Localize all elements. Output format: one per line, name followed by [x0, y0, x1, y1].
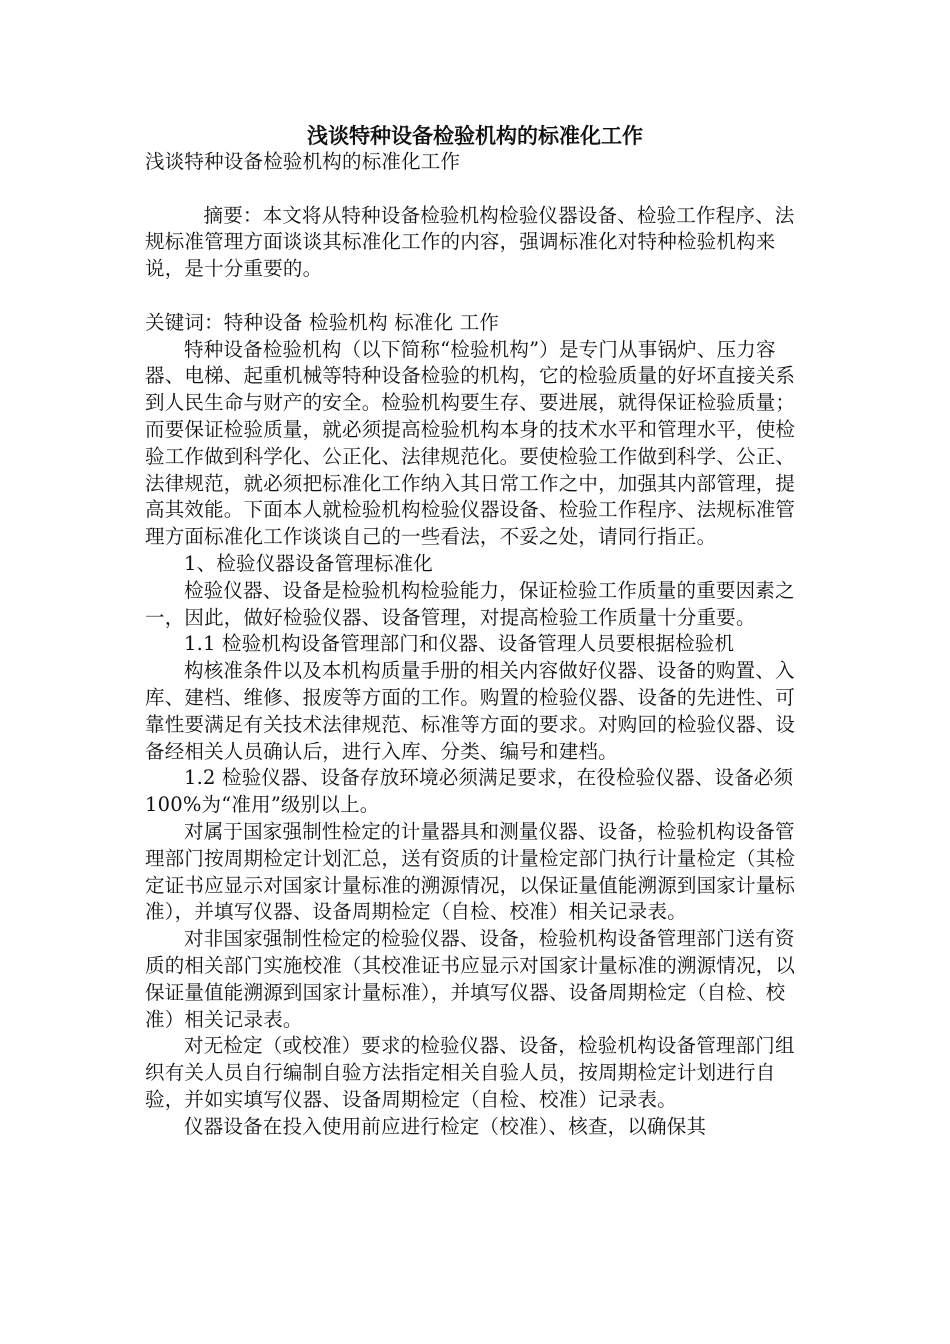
body-paragraph: 构核准条件以及本机构质量手册的相关内容做好仪器、设备的购置、入库、建档、维修、报废等方面的工作。购置的检验仪器、设备的先进性、可靠性要满足有关技术法律规范、标准等方面的要求。对购回的检验仪器、设备经相关人员确认后，进行入库、分类、编号和建档。	[145, 659, 796, 763]
section-heading: 1、检验仪器设备管理标准化	[184, 551, 434, 575]
document-subtitle: 浅谈特种设备检验机构的标准化工作	[145, 150, 461, 173]
body-paragraph: 对无检定（或校准）要求的检验仪器、设备，检验机构设备管理部门组织有关人员自行编制自验方法指定相关自验人员，按周期检定计划进行自验，并如实填写仪器、设备周期检定（自检、校准）记录表。	[145, 1034, 795, 1111]
document-body	[145, 149, 810, 1140]
body-paragraph: 检验仪器、设备是检验机构检验能力，保证检验工作质量的重要因素之一，因此，做好检验仪器、设备管理，对提高检验工作质量十分重要。	[145, 578, 795, 629]
blank-line	[145, 176, 810, 203]
subsection-heading: 1.2 检验仪器、设备存放环境必须满足要求，在役检验仪器、设备必须100%为“准用”级别以上。	[145, 766, 794, 817]
abstract-paragraph: 摘要：本文将从特种设备检验机构检验仪器设备、检验工作程序、法规标准管理方面谈谈其标准化工作的内容，强调标准化对特种检验机构来说，是十分重要的。	[145, 203, 795, 281]
document-title: 浅谈特种设备检验机构的标准化工作	[307, 123, 643, 148]
body-paragraph: 对属于国家强制性检定的计量器具和测量仪器、设备，检验机构设备管理部门按周期检定计划汇总，送有资质的计量检定部门执行计量检定（其检定证书应显示对国家计量标准的溯源情况，以保证量值能溯源到国家计量标准），并填写仪器、设备周期检定（自检、校准）相关记录表。	[145, 819, 796, 924]
body-paragraph: 特种设备检验机构（以下简称“检验机构”）是专门从事锅炉、压力容器、电梯、起重机械等特种设备检验的机构，它的检验质量的好坏直接关系到人民生命与财产的安全。检验机构要生存、要进展，就得保证检验质量；而要保证检验质量，就必须提高检验机构本身的技术水平和管理水平，使检验工作做到科学化、公正化、法律规范化。要使检验工作做到科学、公正、法律规范，就必须把标准化工作纳入其日常工作之中，加强其内部管理，提高其效能。下面本人就检验机构检验仪器设备、检验工作程序、法规标准管理方面标准化工作谈谈自己的一些看法，不妥之处，请同行指正。	[145, 337, 796, 549]
body-paragraph: 对非国家强制性检定的检验仪器、设备，检验机构设备管理部门送有资质的相关部门实施校准（其校准证书应显示对国家计量标准的溯源情况，以保证量值能溯源到国家计量标准），并填写仪器、设备周期检定（自检、校准）相关记录表。	[145, 927, 796, 1031]
blank-line	[145, 283, 810, 310]
keywords-line: 关键词：特种设备 检验机构 标准化 工作	[145, 310, 500, 334]
body-paragraph: 仪器设备在投入使用前应进行检定（校准）、核查，以确保其	[184, 1114, 707, 1138]
subsection-heading: 1.1 检验机构设备管理部门和仪器、设备管理人员要根据检验机	[184, 632, 735, 656]
